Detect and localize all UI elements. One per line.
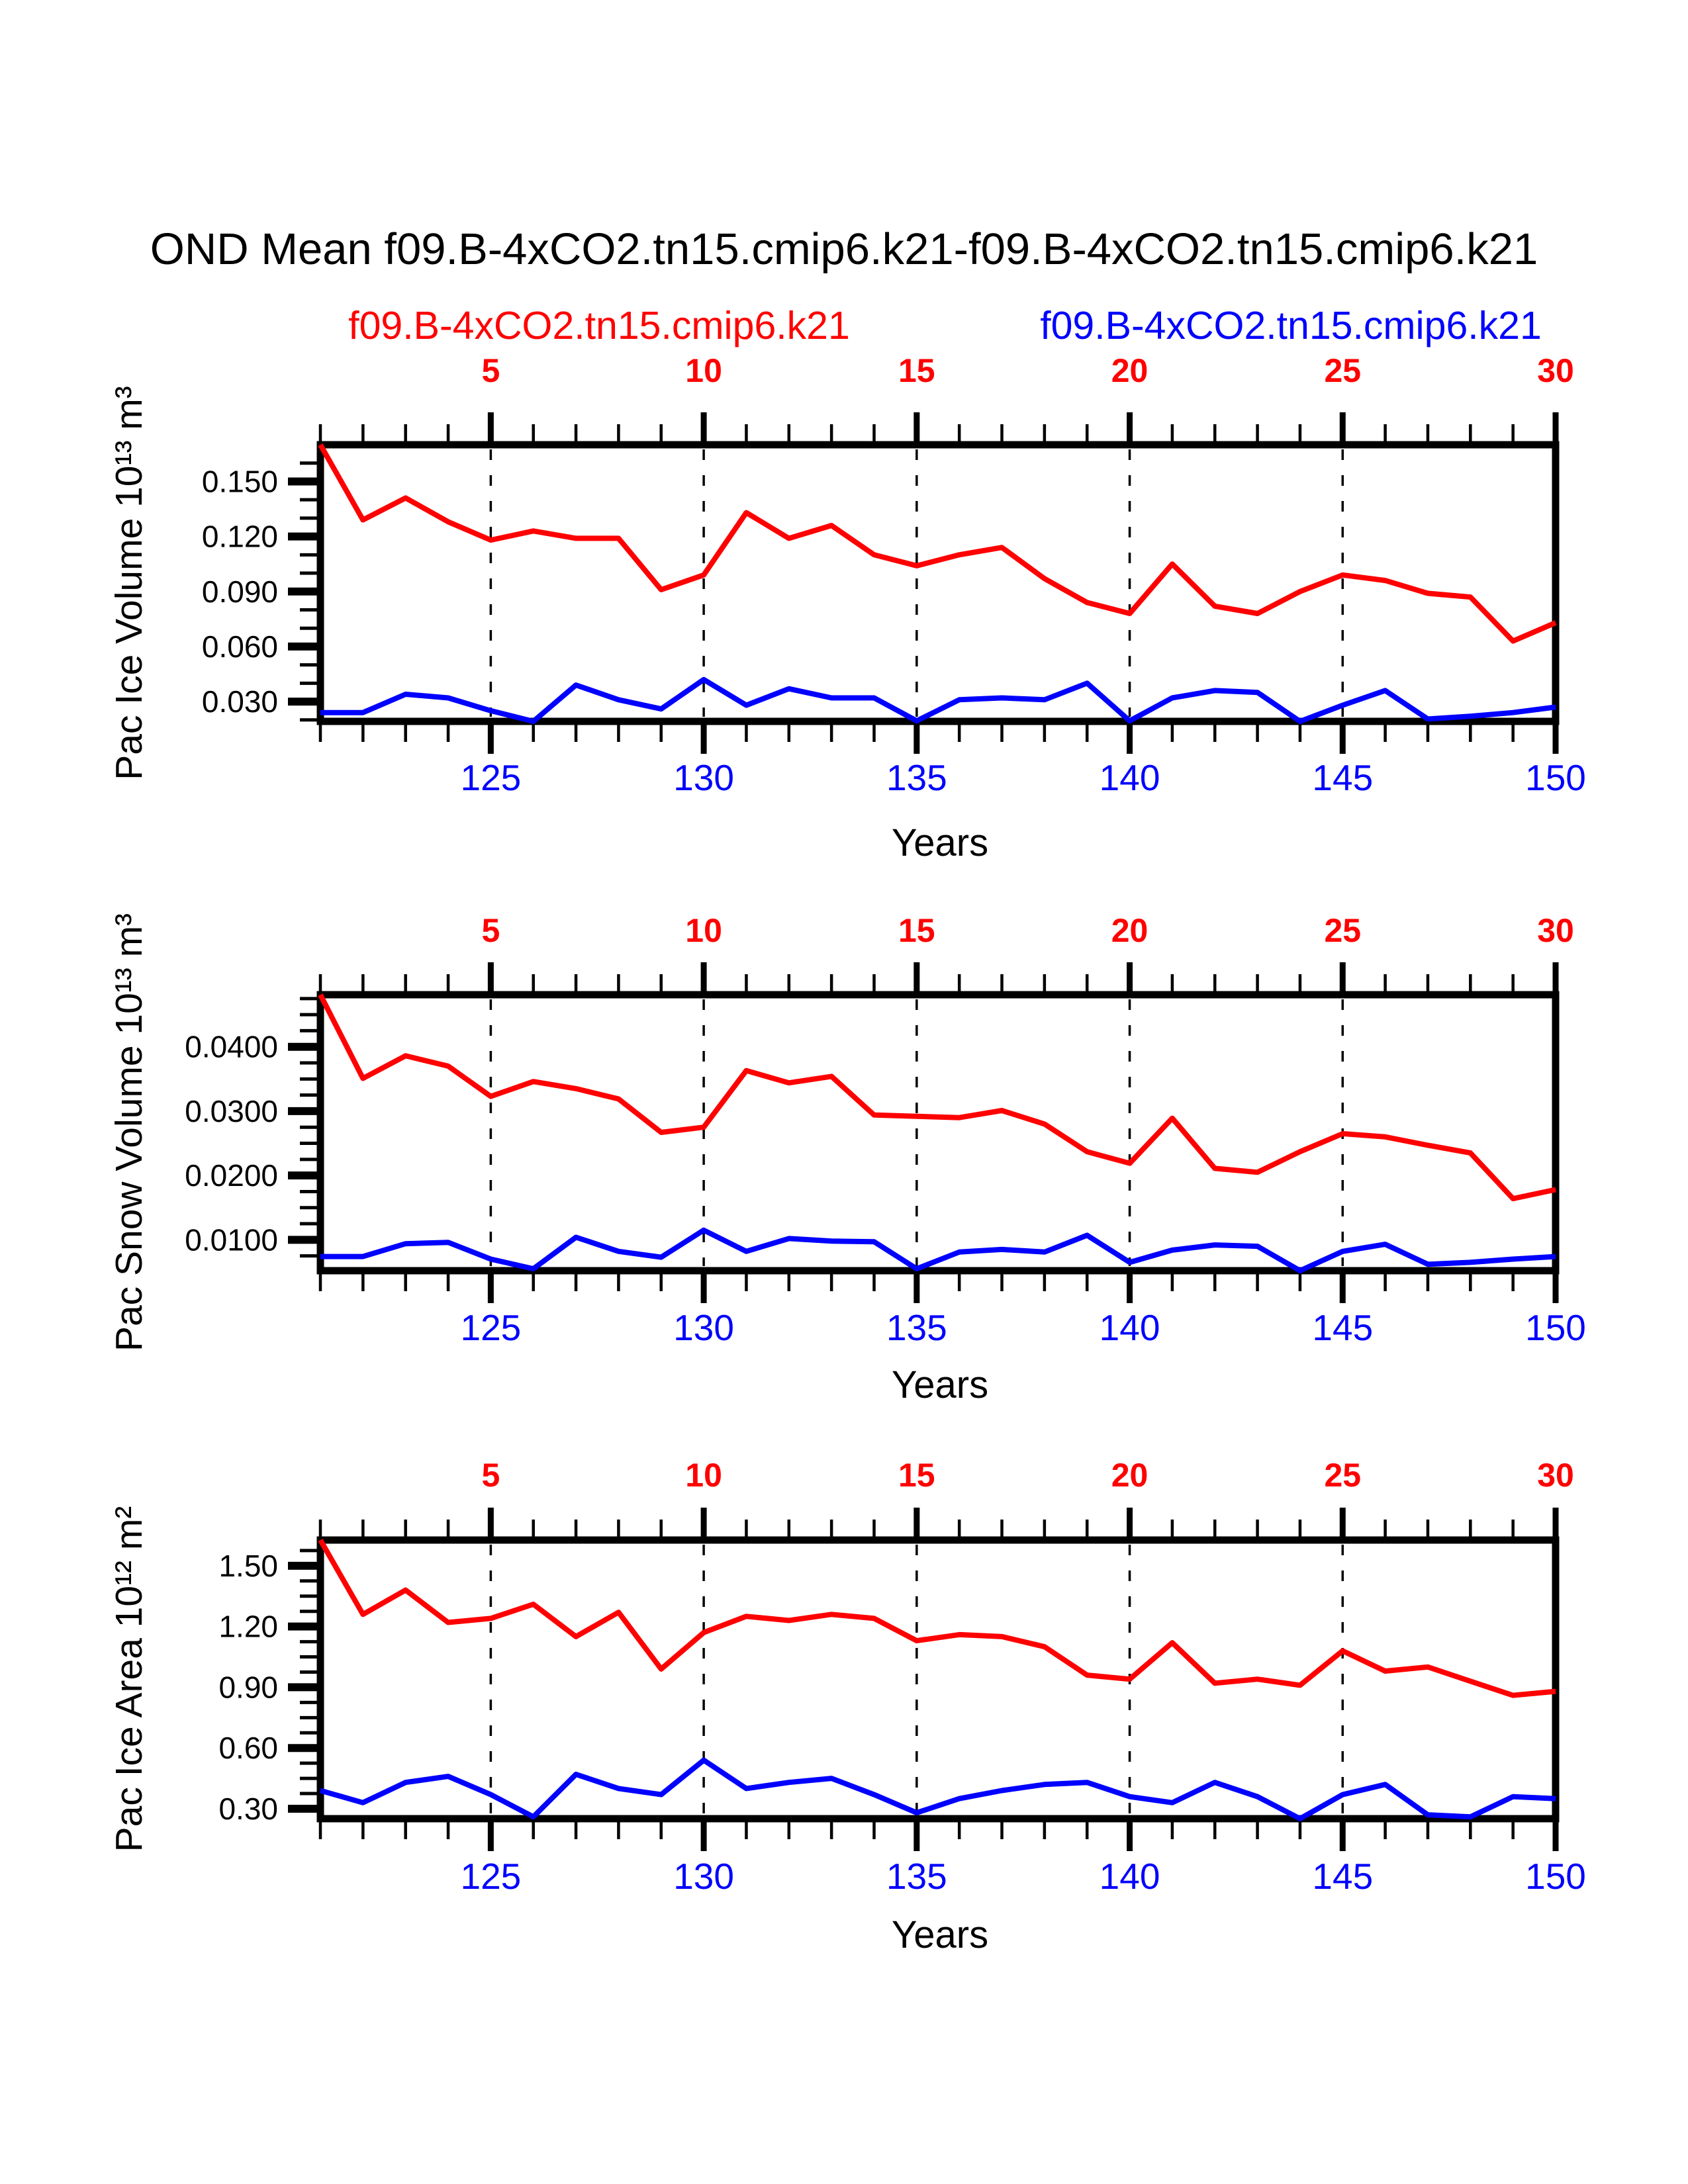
bottom-axis-tick-label: 135: [886, 1307, 947, 1348]
y-tick-label: 0.30: [218, 1792, 278, 1827]
y-tick-label: 0.090: [201, 574, 278, 609]
top-axis-tick-label: 30: [1537, 352, 1574, 389]
legend-series-2-label: f09.B-4xCO2.tn15.cmip6.k21: [1040, 304, 1542, 347]
top-axis-tick-label: 25: [1324, 912, 1362, 949]
bottom-axis-tick-label: 125: [460, 1307, 522, 1348]
y-tick-label: 0.150: [201, 464, 278, 499]
series-line-0000ff: [320, 680, 1556, 721]
bottom-axis-tick-label: 150: [1525, 1856, 1586, 1897]
bottom-axis-tick-label: 145: [1312, 1856, 1374, 1897]
bottom-axis-tick-label: 130: [673, 757, 734, 798]
bottom-axis-tick-label: 150: [1525, 1307, 1586, 1348]
y-tick-label: 0.0200: [185, 1158, 278, 1193]
panel-3-plot: [218, 1457, 1585, 1897]
top-axis-tick-label: 5: [481, 1457, 500, 1494]
y-tick-label: 0.060: [201, 629, 278, 664]
plot-box: [320, 1540, 1556, 1819]
top-axis-tick-label: 10: [685, 1457, 722, 1494]
top-axis-tick-label: 25: [1324, 352, 1362, 389]
plot-box: [320, 995, 1556, 1271]
bottom-axis-tick-label: 140: [1099, 1307, 1160, 1348]
y-tick-label: 0.60: [218, 1731, 278, 1766]
bottom-axis-tick-label: 135: [886, 757, 947, 798]
panel-2-y-axis-title: Pac Snow Volume 10¹³ m³: [108, 913, 150, 1352]
series-line-0000ff: [320, 1230, 1556, 1271]
y-tick-label: 1.50: [218, 1548, 278, 1583]
top-axis-tick-label: 25: [1324, 1457, 1362, 1494]
y-tick-label: 0.030: [201, 684, 278, 719]
series-line-ff0000: [320, 995, 1556, 1199]
figure-title: OND Mean f09.B-4xCO2.tn15.cmip6.k21-f09.B-4xCO2.tn15.cmip6.k21: [150, 224, 1538, 274]
top-axis-tick-label: 20: [1111, 1457, 1149, 1494]
bottom-axis-tick-label: 140: [1099, 757, 1160, 798]
bottom-axis-tick-label: 125: [460, 757, 522, 798]
plot-box: [320, 445, 1556, 721]
top-axis-tick-label: 10: [685, 912, 722, 949]
bottom-axis-tick-label: 130: [673, 1856, 734, 1897]
panel-1-y-axis-title: Pac Ice Volume 10¹³ m³: [108, 386, 150, 780]
y-tick-label: 0.0400: [185, 1029, 278, 1064]
bottom-axis-tick-label: 140: [1099, 1856, 1160, 1897]
top-axis-tick-label: 20: [1111, 912, 1149, 949]
bottom-axis-tick-label: 125: [460, 1856, 522, 1897]
top-axis-tick-label: 10: [685, 352, 722, 389]
top-axis-tick-label: 30: [1537, 1457, 1574, 1494]
bottom-axis-tick-label: 135: [886, 1856, 947, 1897]
series-line-ff0000: [320, 445, 1556, 641]
panel-3-x-axis-title: Years: [891, 1913, 989, 1956]
top-axis-tick-label: 15: [898, 1457, 935, 1494]
legend-series-1-label: f09.B-4xCO2.tn15.cmip6.k21: [348, 304, 850, 347]
panel-2-x-axis-title: Years: [891, 1363, 989, 1406]
top-axis-tick-label: 15: [898, 912, 935, 949]
bottom-axis-tick-label: 145: [1312, 1307, 1374, 1348]
bottom-axis-tick-label: 130: [673, 1307, 734, 1348]
y-tick-label: 0.0300: [185, 1093, 278, 1128]
panel-1-plot: [202, 352, 1586, 798]
panel-1-x-axis-title: Years: [891, 821, 989, 864]
panel-2-plot: [185, 912, 1586, 1348]
series-line-0000ff: [320, 1760, 1556, 1819]
bottom-axis-tick-label: 145: [1312, 757, 1374, 798]
bottom-axis-tick-label: 150: [1525, 757, 1586, 798]
panel-3-y-axis-title: Pac Ice Area 10¹² m²: [108, 1506, 150, 1852]
y-tick-label: 0.120: [201, 519, 278, 554]
top-axis-tick-label: 30: [1537, 912, 1574, 949]
top-axis-tick-label: 20: [1111, 352, 1149, 389]
series-line-ff0000: [320, 1540, 1556, 1696]
y-tick-label: 1.20: [218, 1609, 278, 1644]
top-axis-tick-label: 5: [481, 352, 500, 389]
y-tick-label: 0.0100: [185, 1222, 278, 1257]
y-tick-label: 0.90: [218, 1670, 278, 1705]
top-axis-tick-label: 15: [898, 352, 935, 389]
top-axis-tick-label: 5: [481, 912, 500, 949]
